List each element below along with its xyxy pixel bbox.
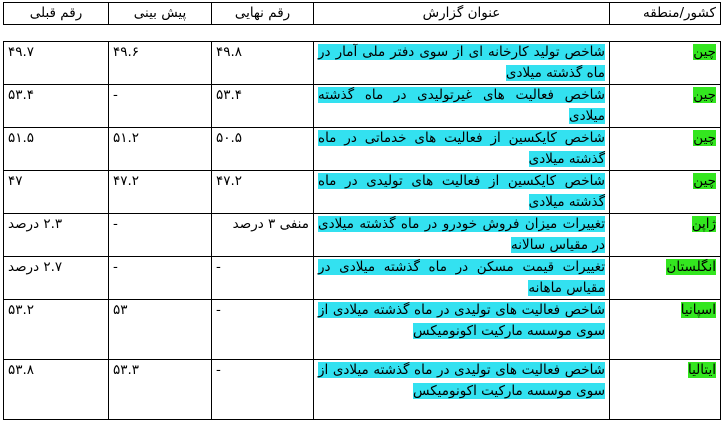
final-value: ۵۰.۵ xyxy=(212,128,314,171)
final-value: - xyxy=(212,300,314,360)
country-cell xyxy=(610,171,721,214)
previous-value: ۵۳.۲ xyxy=(4,300,109,360)
table-row xyxy=(4,214,721,257)
final-value: ۴۹.۸ xyxy=(212,42,314,85)
report-title-cell xyxy=(314,128,610,171)
report-title-cell xyxy=(314,300,610,360)
report-title-cell xyxy=(314,257,610,300)
country-cell xyxy=(610,360,721,420)
table-row xyxy=(4,300,721,360)
previous-value: ۴۹.۷ xyxy=(4,42,109,85)
forecast-value: ۴۹.۶ xyxy=(109,42,212,85)
report-title: شاخص تولید کارخانه ای از سوی دفتر ملی آمار در ماه گذشته میلادی xyxy=(318,44,605,81)
country-label: ایتالیا xyxy=(688,362,716,378)
country-cell xyxy=(610,85,721,128)
previous-value: ۲.۳ درصد xyxy=(4,214,109,257)
country-label: چین xyxy=(693,173,716,189)
final-value: - xyxy=(212,360,314,420)
report-title-cell xyxy=(314,171,610,214)
report-title: شاخص کایکسین از فعالیت های خدماتی در ماه گذشته میلادی xyxy=(318,130,605,167)
forecast-value: - xyxy=(109,257,212,300)
final-value: - xyxy=(212,257,314,300)
forecast-value: ۴۷.۲ xyxy=(109,171,212,214)
final-value: ۵۳.۴ xyxy=(212,85,314,128)
country-cell xyxy=(610,128,721,171)
table-row xyxy=(4,171,721,214)
header-forecast: پیش بینی xyxy=(109,3,212,25)
table-row xyxy=(4,257,721,300)
final-value: ۴۷.۲ xyxy=(212,171,314,214)
previous-value: ۵۳.۴ xyxy=(4,85,109,128)
table-row xyxy=(4,128,721,171)
previous-value: ۴۷ xyxy=(4,171,109,214)
forecast-value: ۵۳ xyxy=(109,300,212,360)
final-value: منفی ۳ درصد xyxy=(212,214,314,257)
report-title: تغییرات میزان فروش خودرو در ماه گذشته میلادی در مقیاس سالانه xyxy=(318,216,605,253)
header-spacer-row xyxy=(4,25,721,42)
previous-value: ۵۱.۵ xyxy=(4,128,109,171)
table-row xyxy=(4,360,721,420)
country-label: اسپانیا xyxy=(680,302,716,318)
report-title: شاخص فعالیت های غیرتولیدی در ماه گذشته میلادی xyxy=(318,87,605,124)
table-header-row xyxy=(4,3,721,25)
country-label: انگلستان xyxy=(666,259,716,275)
forecast-value: ۵۱.۲ xyxy=(109,128,212,171)
previous-value: ۵۳.۸ xyxy=(4,360,109,420)
header-final-value: رقم نهایی xyxy=(212,3,314,25)
report-title: شاخص فعالیت های تولیدی در ماه گذشته میلادی از سوی موسسه مارکیت اکونومیکس xyxy=(318,302,605,339)
country-label: چین xyxy=(693,87,716,103)
report-title: تغییرات قیمت مسکن در ماه گذشته میلادی در مقیاس ماهانه xyxy=(318,259,605,296)
country-label: چین xyxy=(693,44,716,60)
economic-calendar-table xyxy=(3,2,721,420)
report-title-cell xyxy=(314,42,610,85)
forecast-value: - xyxy=(109,85,212,128)
header-country: کشور/منطقه xyxy=(610,3,721,25)
forecast-value: ۵۳.۳ xyxy=(109,360,212,420)
header-report-title: عنوان گزارش xyxy=(314,3,610,25)
country-label: چین xyxy=(693,130,716,146)
report-title-cell xyxy=(314,360,610,420)
header-previous-value: رقم قبلی xyxy=(4,3,109,25)
report-title-cell xyxy=(314,85,610,128)
forecast-value: - xyxy=(109,214,212,257)
report-title-cell xyxy=(314,214,610,257)
country-cell xyxy=(610,42,721,85)
report-title: شاخص فعالیت های تولیدی در ماه گذشته میلادی از سوی موسسه مارکیت اکونومیکس xyxy=(318,362,605,399)
previous-value: ۲.۷ درصد xyxy=(4,257,109,300)
country-label: ژاپن xyxy=(691,216,716,232)
table-row xyxy=(4,85,721,128)
table-row xyxy=(4,42,721,85)
country-cell xyxy=(610,300,721,360)
country-cell xyxy=(610,214,721,257)
country-cell xyxy=(610,257,721,300)
report-title: شاخص کایکسین از فعالیت های تولیدی در ماه گذشته میلادی xyxy=(318,173,605,210)
